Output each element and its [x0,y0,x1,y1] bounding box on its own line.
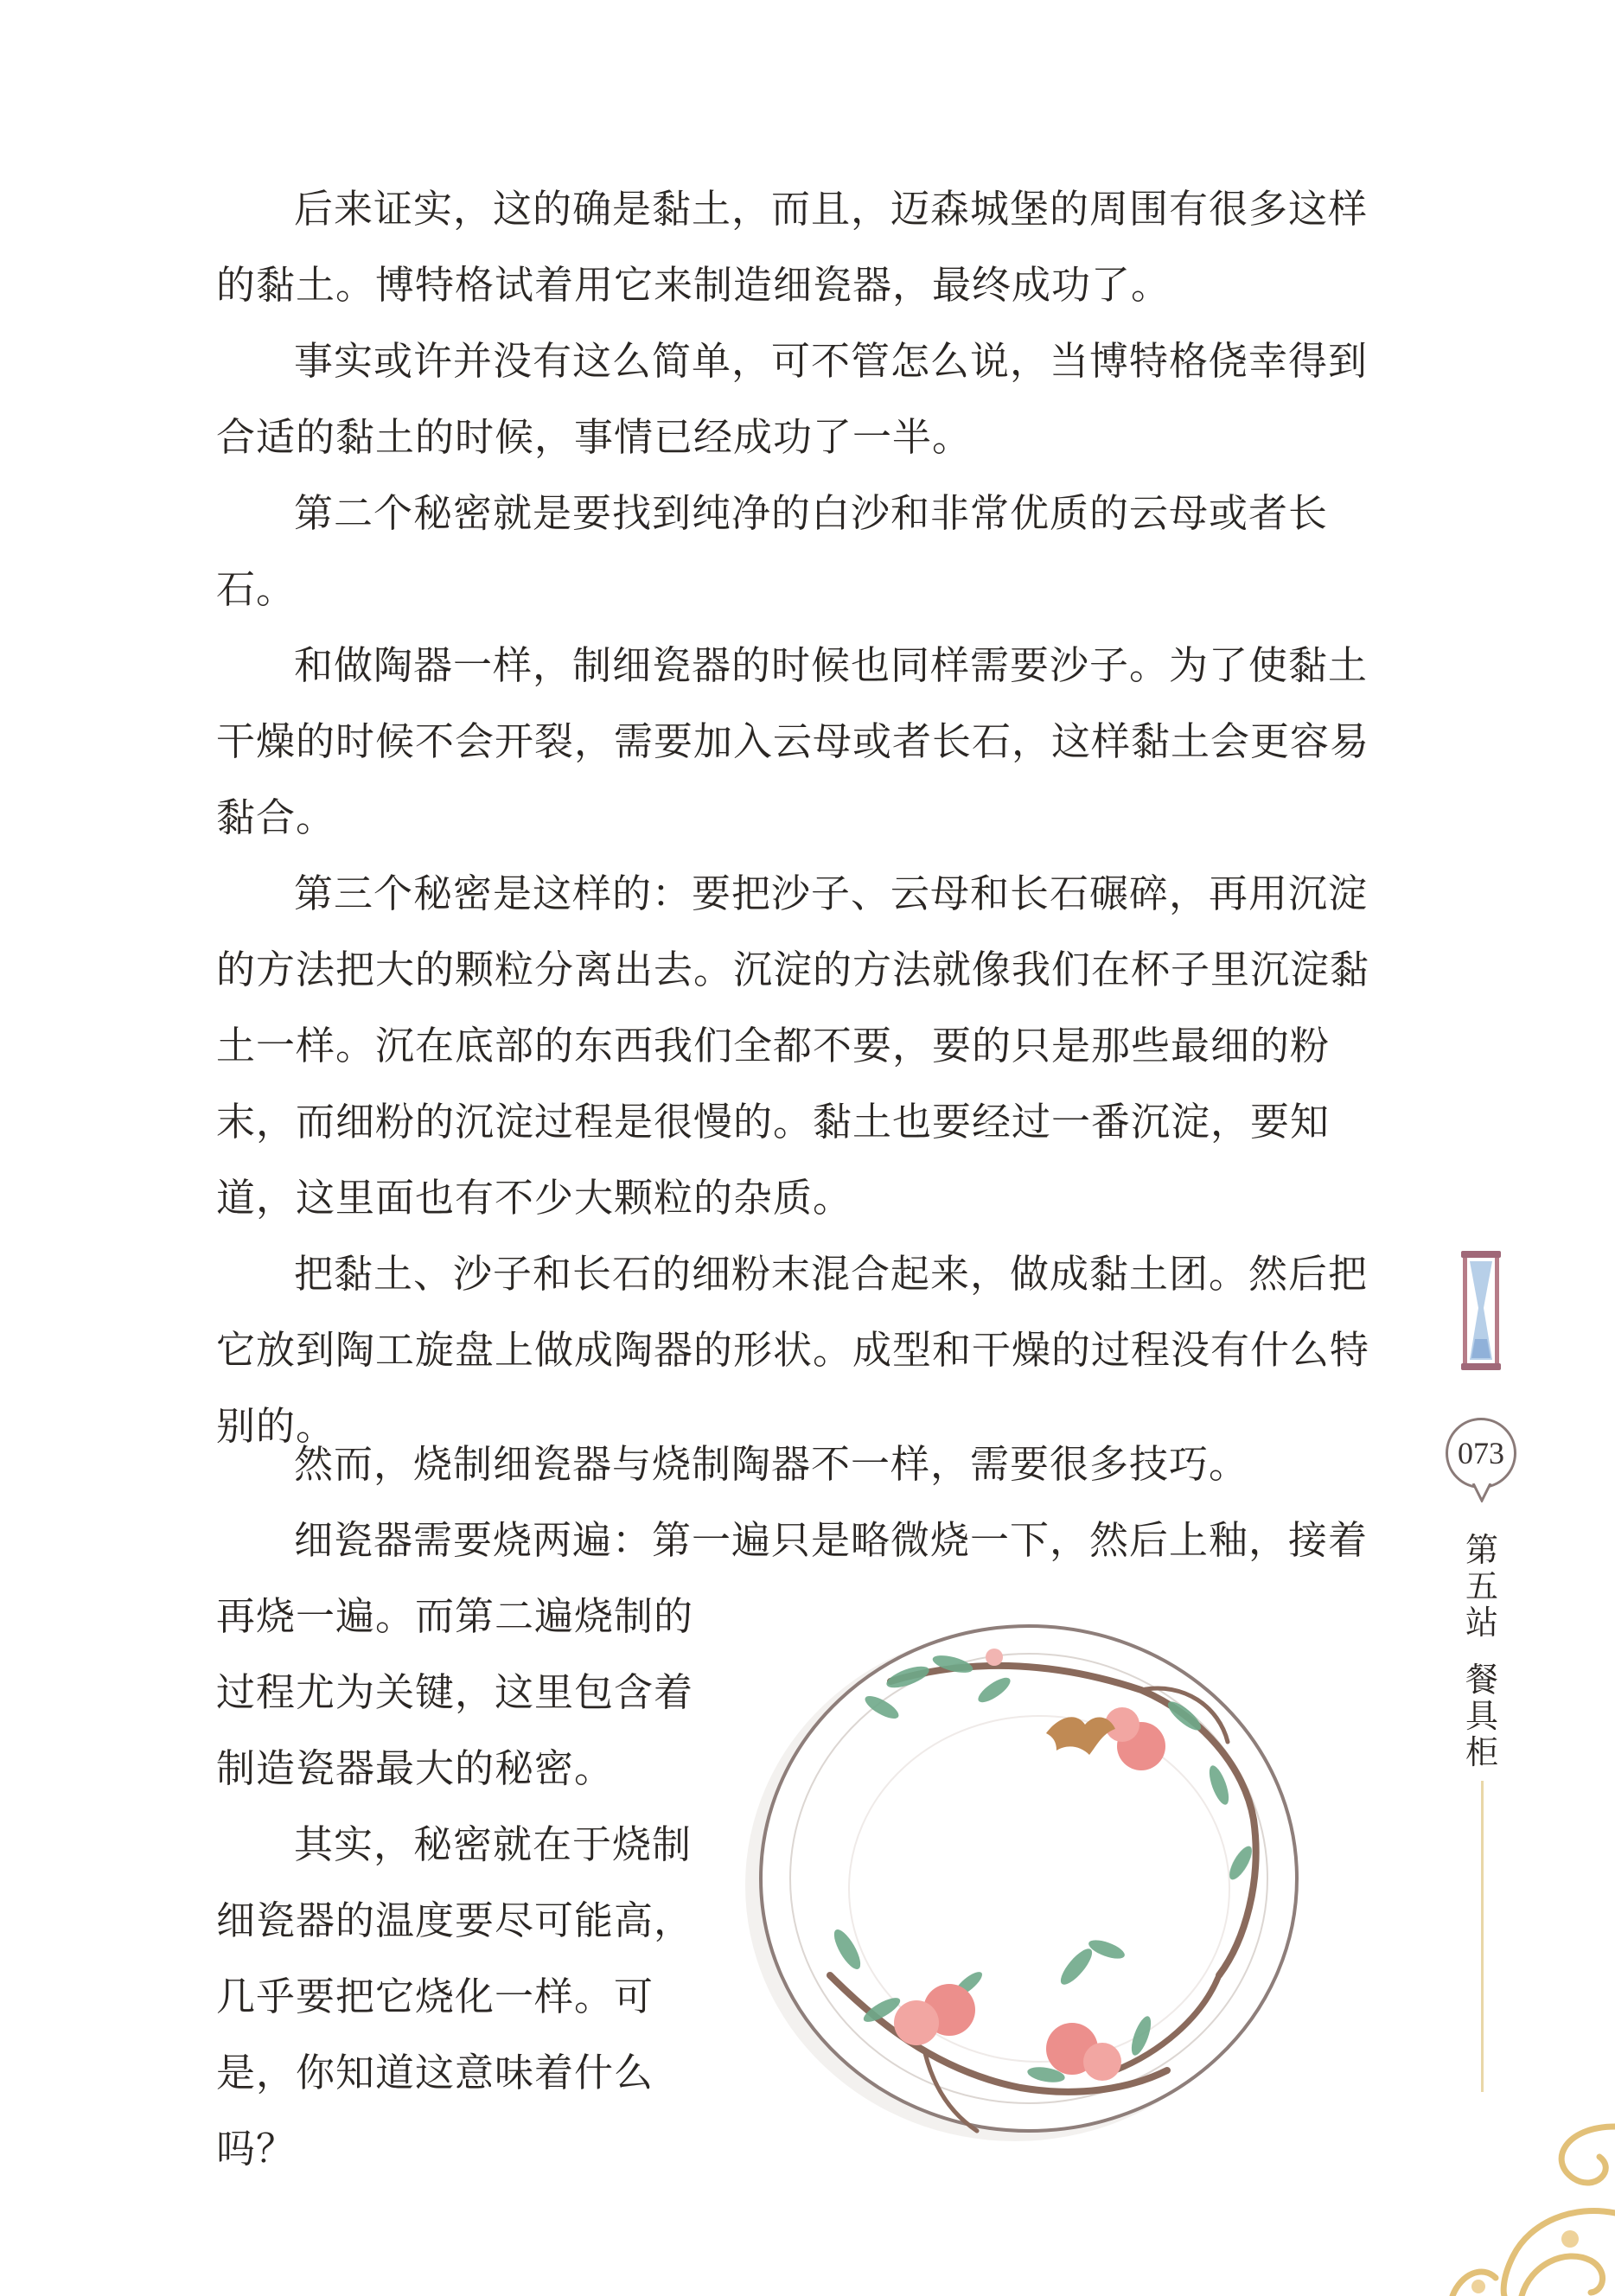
porcelain-plate-illustration [735,1604,1305,2157]
paragraph-9: 再烧一遍。而第二遍烧制的过程尤为关键，这里包含着制造瓷器最大的秘密。 [216,1593,694,1791]
paragraph-8: 细瓷器需要烧两遍：第一遍只是略微烧一下，然后上釉，接着 [294,1517,1369,1563]
chapter-station-label: 第五站 [1465,1531,1498,1642]
page-number-pointer [1471,1483,1492,1502]
paragraph-1: 后来证实，这的确是黏土，而且，迈森城堡的周围有很多这样的黏土。博特格试着用它来制造细瓷器，最终成功了。 [216,186,1369,308]
corner-ornament [1401,2109,1615,2296]
paragraph-3: 第二个秘密就是要找到纯净的白沙和非常优质的云母或者长石。 [216,490,1329,612]
page-number: 073 [1446,1418,1516,1489]
paragraph-7: 然而，烧制细瓷器与烧制陶器不一样，需要很多技巧。 [294,1441,1249,1487]
paragraph-10: 其实，秘密就在于烧制细瓷器的温度要尽可能高，几乎要把它烧化一样。可是，你知道这意味着什么吗？ [216,1821,694,2172]
paragraph-4: 和做陶器一样，制细瓷器的时候也同样需要沙子。为了使黏土干燥的时候不会开裂，需要加入云母或者长石，这样黏土会更容易黏合。 [216,642,1370,840]
hourglass-icon [1459,1249,1503,1372]
chapter-title-label: 餐具柜 [1465,1661,1498,1771]
paragraph-6: 把黏土、沙子和长石的细粉末混合起来，做成黏土团。然后把它放到陶工旋盘上做成陶器的形状。成型和干燥的过程没有什么特别的。 [216,1251,1370,1449]
paragraph-2: 事实或许并没有这么简单，可不管怎么说，当博特格侥幸得到合适的黏土的时候，事情已经成功了一半。 [216,338,1369,460]
paragraph-5: 第三个秘密是这样的：要把沙子、云母和长石碾碎，再用沉淀的方法把大的颗粒分离出去。沉淀的方法就像我们在杯子里沉淀黏土一样。沉在底部的东西我们全都不要，要的只是那些最细的粉末，而细粉的沉淀过程是很慢的。黏土也要经过一番沉淀，要知道，这里面也有不少大颗粒的杂质。 [216,871,1370,1221]
side-divider [1481,1781,1484,2092]
